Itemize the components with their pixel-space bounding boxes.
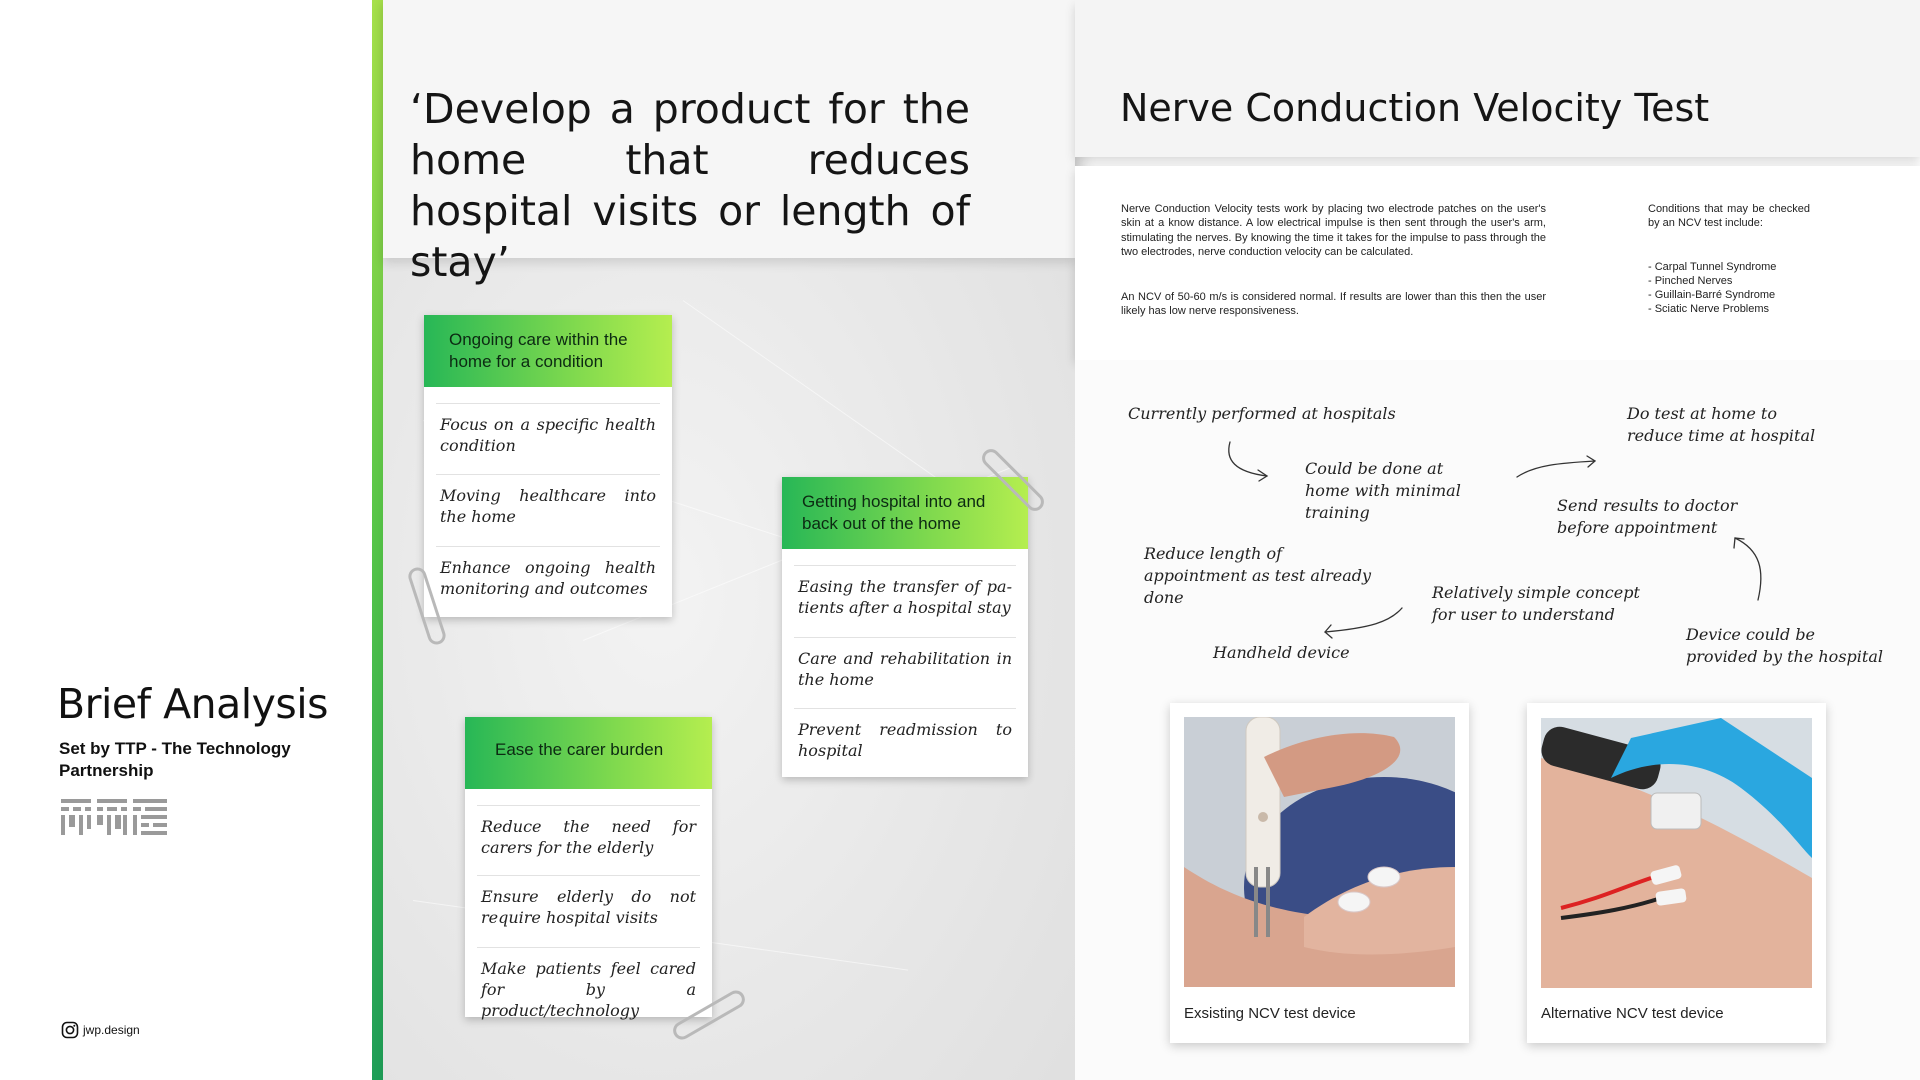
condition-item: - Guillain-Barré Syndrome — [1648, 289, 1776, 301]
note: Relatively simple concept for user to understand — [1432, 583, 1640, 624]
info-panel — [1075, 166, 1920, 360]
note-arrows — [1075, 360, 1920, 680]
arrow-icon — [1325, 608, 1402, 632]
note: Handheld device — [1213, 643, 1350, 662]
photo-card — [1170, 703, 1469, 1043]
ncv-device-photo — [1184, 717, 1455, 987]
arrow-icon — [1735, 538, 1761, 600]
sticky-card — [465, 717, 712, 1020]
card-item: Care and rehabilitation in the home — [794, 637, 1016, 690]
ttp-logo — [61, 799, 167, 839]
sticky-card — [782, 477, 1028, 777]
card-heading: Ease the carer burden — [465, 717, 712, 789]
section-header — [1075, 0, 1920, 157]
card-item: Moving healthcare into the home — [436, 474, 660, 527]
note: Reduce length of appointment as test already done — [1144, 544, 1372, 607]
card-item: Prevent readmission to hospital — [794, 708, 1016, 761]
ncv-device-photo — [1541, 718, 1812, 988]
note: Currently performed at hospitals — [1128, 404, 1396, 423]
page-title: Brief Analysis — [57, 680, 328, 728]
card-item: Easing the transfer of pa-tients after a hospital stay — [794, 565, 1016, 618]
photo-caption: Alternative NCV test device — [1541, 1005, 1724, 1022]
condition-item: - Carpal Tunnel Syndrome — [1648, 261, 1777, 273]
instagram-icon — [61, 1021, 79, 1039]
card-heading: Getting hospital into and back out of the home — [782, 477, 1028, 549]
page-subtitle: Set by TTP - The Technology Partnership — [59, 739, 291, 780]
card-item: Ensure elderly do not require hospital visits — [477, 875, 700, 928]
card-item: Reduce the need for carers for the elderly — [477, 805, 700, 858]
sticky-card — [424, 315, 672, 617]
conditions-intro: Conditions that may be checked by an NCV test include: — [1648, 203, 1810, 230]
photo-card — [1527, 703, 1826, 1043]
note: Do test at home to reduce time at hospital — [1627, 404, 1816, 445]
left-panel — [0, 0, 372, 1080]
social-handle-text: jwp.design — [83, 1023, 140, 1037]
brief-quote: ‘Develop a product for the home that reduces hospital visits or length of stay’ — [410, 85, 970, 286]
note: Could be done at home with minimal training — [1305, 459, 1461, 522]
arrow-icon — [1229, 442, 1267, 476]
social-handle[interactable] — [61, 1021, 140, 1039]
card-heading: Ongoing care within the home for a condition — [424, 315, 672, 387]
description-paragraph: An NCV of 50-60 m/s is considered normal. If results are lower than this then the user likely has low nerve responsiveness. — [1121, 291, 1546, 318]
description-paragraph: Nerve Conduction Velocity tests work by placing two electrode patches on the user's skin at a know distance. A low electrical impulse is then sent through the user's arm, stimulating the nerves. By knowing the time it takes for the impulse to pass through the two electrodes, nerve conduction velocity can be calculated. — [1121, 203, 1546, 258]
card-item: Make patients feel cared for by a product/technology — [477, 947, 700, 1021]
arrow-icon — [1517, 461, 1595, 477]
card-item: Focus on a specific health condition — [436, 403, 660, 456]
photo-caption: Exsisting NCV test device — [1184, 1005, 1356, 1022]
section-title: Nerve Conduction Velocity Test — [1120, 86, 1710, 130]
note: Device could be provided by the hospital — [1686, 625, 1883, 666]
condition-item: - Sciatic Nerve Problems — [1648, 303, 1770, 315]
condition-item: - Pinched Nerves — [1648, 275, 1733, 287]
card-item: Enhance ongoing health monitoring and outcomes — [436, 546, 660, 599]
accent-strip — [372, 0, 383, 1080]
note: Send results to doctor before appointment — [1557, 496, 1738, 537]
